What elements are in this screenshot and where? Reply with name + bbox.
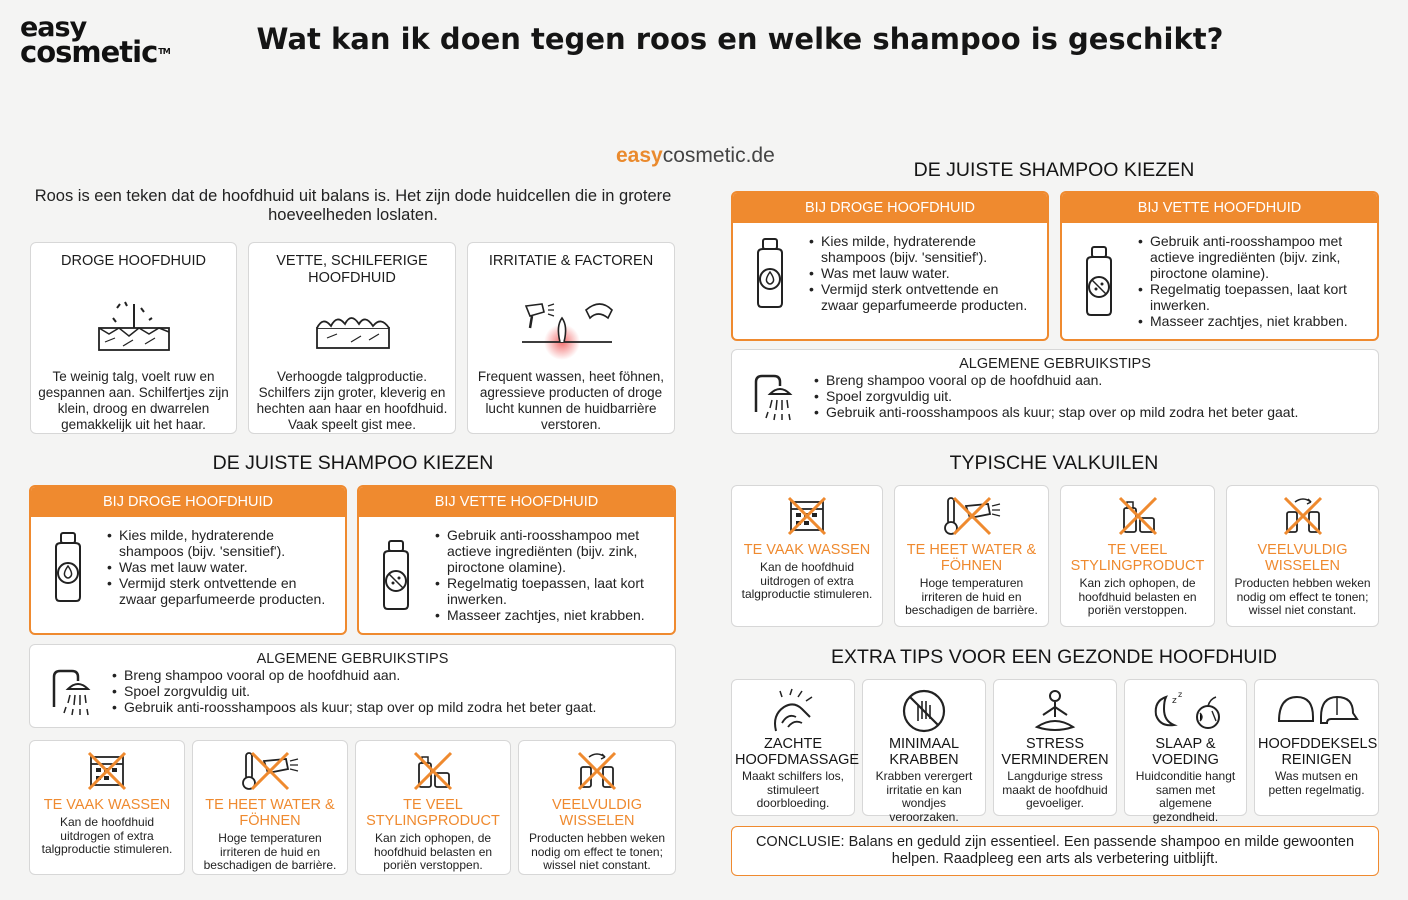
scalp-card-text: Te weinig talg, voelt ruw en gespannen aan. Schilfertjes zijn klein, droog en dwarrelen gemakkelijk uit het haar. (38, 369, 229, 432)
scalp-card-title: IRRITATIE & FACTOREN (488, 253, 654, 269)
extra-tip-card (731, 679, 860, 816)
caps-icon (1258, 686, 1375, 736)
brand-logo-line2: cosmetic (20, 35, 158, 69)
pitfall-title: VEELVULDIG WISSELEN (1257, 542, 1348, 574)
conclusion-box: CONCLUSIE: Balans en geduld zijn essentieel. Een passende shampoo en milde gewoonten helpen. Raadpleeg een arts als verbetering uitblijft. (731, 826, 1379, 876)
bottle-icon (743, 233, 797, 313)
pitfall-card (894, 485, 1049, 627)
pitfall-card (1060, 485, 1215, 627)
switch-crossed-icon (1231, 492, 1374, 540)
general-tips-card (29, 644, 676, 728)
general-tip: • Gebruik anti-roosshampoos als kuur; stap over op mild zodra het beter gaat. (124, 699, 596, 715)
pitfall-title: TE VEEL STYLINGPRODUCT (366, 797, 500, 829)
shampoo-tip: • Masseer zachtjes, niet krabben. (1150, 313, 1367, 329)
shampoo-card-header: BIJ VETTE HOOFDHUID (1062, 193, 1377, 223)
site-url-strong: easy (616, 144, 663, 167)
shampoo-tip: • Masseer zachtjes, niet krabben. (447, 607, 664, 623)
dry-scalp-icon (37, 297, 230, 359)
extra-tip-title: STRESS VERMINDEREN (1001, 736, 1109, 768)
pitfall-title: TE VAAK WASSEN (743, 542, 871, 558)
extra-tip-title: MINIMAAL KRABBEN (888, 736, 960, 768)
pitfall-card (518, 740, 676, 875)
scalp-card-irritation (467, 242, 675, 434)
pitfall-text: Producten hebben weken nodig om effect te tonen; wissel niet constant. (528, 831, 666, 872)
shampoo-section-title-right: DE JUISTE SHAMPOO KIEZEN (913, 159, 1195, 181)
extra-tip-text: Krabben verergert irritatie en kan wondjes veroorzaken. (875, 769, 973, 824)
general-tips-card-right (731, 349, 1379, 434)
shampoo-tip: • Vermijd sterk ontvettende en zwaar geparfumeerde producten. (119, 575, 335, 607)
shampoo-tip: • Kies milde, hydraterende shampoos (bijv. 'sensitief'). (119, 527, 335, 559)
extra-tip-title: HOOFDDEKSELS REINIGEN (1258, 736, 1378, 768)
pitfalls-title: TYPISCHE VALKUILEN (949, 452, 1159, 474)
shampoo-card-oily (357, 485, 676, 635)
shower-icon (40, 667, 102, 717)
scalp-card-title: DROGE HOOFDHUID (61, 253, 206, 269)
massage-icon (735, 686, 851, 736)
styling-crossed-icon (360, 747, 506, 795)
pitfall-title: TE HEET WATER & FÖHNEN (906, 542, 1037, 574)
brand-logo-line1: easy (20, 12, 87, 43)
shampoo-card-header: BIJ DROGE HOOFDHUID (733, 193, 1047, 223)
bottle-icon (41, 527, 95, 607)
shower-icon (742, 372, 804, 422)
scalp-card-oily (248, 242, 456, 434)
site-url-rest: cosmetic.de (662, 144, 775, 167)
pitfall-text: Hoge temperaturen irriteren de huid en beschadigen de barrière. (203, 831, 337, 872)
pitfall-text: Producten hebben weken nodig om effect te tonen; wissel niet constant. (1234, 576, 1371, 617)
extra-tip-card (862, 679, 986, 824)
extra-tip-card (1254, 679, 1379, 816)
general-tip: • Breng shampoo vooral op de hoofdhuid aan. (826, 372, 1298, 388)
shampoo-tip: • Gebruik anti-roosshampoo met actieve ingrediënten (bijv. zink, piroctone olamine). (447, 527, 664, 575)
general-tip: • Breng shampoo vooral op de hoofdhuid aan. (124, 667, 596, 683)
extra-tips-title: EXTRA TIPS VOOR EEN GEZONDE HOOFDHUID (830, 646, 1278, 668)
shampoo-card-header: BIJ DROGE HOOFDHUID (31, 487, 345, 517)
anti-dandruff-bottle-icon (369, 527, 423, 623)
shampoo-tip: • Regelmatig toepassen, laat kort inwerken. (1150, 281, 1367, 313)
shampoo-card-dry (29, 485, 347, 635)
pitfall-card (731, 485, 883, 627)
pitfall-title: TE VEEL STYLINGPRODUCT (1070, 542, 1205, 574)
no-scratch-icon (866, 686, 982, 736)
page-title: Wat kan ik doen tegen roos en welke shampoo is geschikt? (256, 22, 1224, 56)
brand-tm: TM (158, 47, 170, 56)
pitfall-text: Hoge temperaturen irriteren de huid en beschadigen de barrière. (905, 576, 1038, 617)
pitfall-title: VEELVULDIG WISSELEN (552, 797, 642, 829)
pitfall-text: Kan zich ophopen, de hoofdhuid belasten en poriën verstoppen. (373, 831, 493, 872)
meditation-icon (997, 686, 1113, 736)
extra-tip-card (993, 679, 1117, 816)
pitfall-text: Kan de hoofdhuid uitdrogen of extra talgproductie stimuleren. (41, 815, 173, 856)
extra-tip-text: Was mutsen en petten regelmatig. (1268, 769, 1365, 797)
switch-crossed-icon (523, 747, 671, 795)
shampoo-tip: • Was met lauw water. (119, 559, 335, 575)
extra-tip-text: Huidconditie hangt samen met algemene gezondheid. (1135, 769, 1236, 824)
shampoo-tip: • Was met lauw water. (821, 265, 1037, 281)
extra-tip-title: SLAAP & VOEDING (1152, 736, 1219, 768)
shampoo-card-dry-right (731, 191, 1049, 341)
scalp-card-dry (30, 242, 237, 434)
svg-text:z: z (1177, 690, 1182, 699)
sleep-food-icon (1128, 686, 1243, 736)
general-tip: • Spoel zorgvuldig uit. (124, 683, 596, 699)
thermometer-dryer-crossed-icon (899, 492, 1044, 540)
scalp-card-text: Frequent wassen, heet föhnen, agressieve producten of droge lucht kunnen de huidbarrière verstoren. (477, 369, 665, 432)
scalp-card-title: VETTE, SCHILFERIGE HOOFDHUID (276, 253, 428, 286)
calendar-crossed-icon (736, 492, 878, 540)
pitfall-card (355, 740, 511, 875)
styling-crossed-icon (1065, 492, 1210, 540)
shampoo-tip: • Kies milde, hydraterende shampoos (bijv. 'sensitief'). (821, 233, 1037, 265)
extra-tip-text: Langdurige stress maakt de hoofdhuid gevoeliger. (1002, 769, 1108, 810)
anti-dandruff-bottle-icon (1072, 233, 1126, 329)
calendar-crossed-icon (34, 747, 180, 795)
intro-text: Roos is een teken dat de hoofdhuid uit balans is. Het zijn dode huidcellen die in grotere hoeveelheden loslaten. (34, 187, 672, 224)
shampoo-card-oily-right (1060, 191, 1379, 341)
shampoo-tip: • Gebruik anti-roosshampoo met actieve ingrediënten (bijv. zink, piroctone olamine). (1150, 233, 1367, 281)
pitfall-text: Kan de hoofdhuid uitdrogen of extra talgproductie stimuleren. (741, 560, 873, 601)
pitfall-title: TE HEET WATER & FÖHNEN (205, 797, 335, 829)
extra-tip-card (1124, 679, 1247, 824)
extra-tip-title: ZACHTE HOOFDMASSAGE (735, 736, 860, 768)
pitfall-title: TE VAAK WASSEN (43, 797, 171, 813)
shampoo-card-header: BIJ VETTE HOOFDHUID (359, 487, 674, 517)
general-tip: • Spoel zorgvuldig uit. (826, 388, 1298, 404)
shampoo-section-title: DE JUISTE SHAMPOO KIEZEN (212, 452, 494, 474)
extra-tip-text: Maakt schilfers los, stimuleert doorbloeding. (741, 769, 845, 810)
pitfall-card (1226, 485, 1379, 627)
brand-logo (20, 12, 170, 69)
irritation-icon (474, 297, 668, 359)
general-tips-title: ALGEMENE GEBRUIKSTIPS (959, 356, 1151, 372)
pitfall-text: Kan zich ophopen, de hoofdhuid belasten en poriën verstoppen. (1078, 576, 1197, 617)
pitfall-card (29, 740, 185, 875)
general-tips-title: ALGEMENE GEBRUIKSTIPS (256, 651, 449, 667)
thermometer-dryer-crossed-icon (197, 747, 343, 795)
oily-scalp-icon (255, 297, 449, 359)
scalp-card-text: Verhoogde talgproductie. Schilfers zijn groter, kleverig en hechten aan haar en hoofdhuid. Vaak speelt gist mee. (256, 369, 448, 432)
shampoo-tip: • Vermijd sterk ontvettende en zwaar geparfumeerde producten. (821, 281, 1037, 313)
shampoo-tip: • Regelmatig toepassen, laat kort inwerken. (447, 575, 664, 607)
general-tip: • Gebruik anti-roosshampoos als kuur; stap over op mild zodra het beter gaat. (826, 404, 1298, 420)
pitfall-card (192, 740, 348, 875)
svg-text:z: z (1171, 696, 1177, 706)
